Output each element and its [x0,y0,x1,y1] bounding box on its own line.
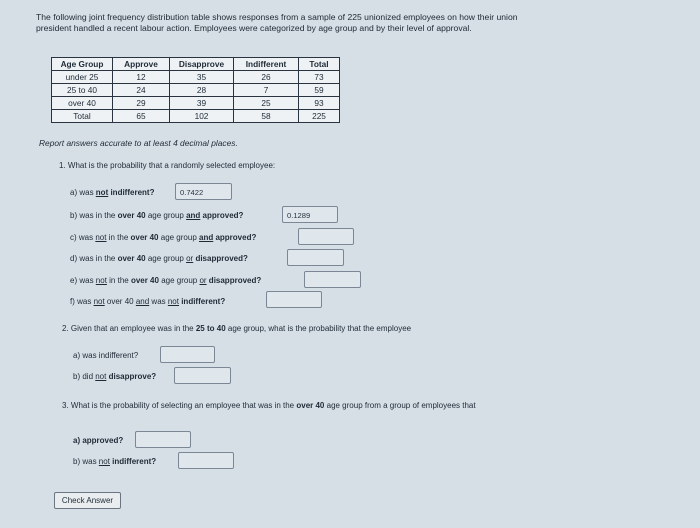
table-header-row [52,58,340,71]
col-header: Total [299,58,340,71]
q1b-text: approved? [200,211,244,220]
q1d-group: over 40 [117,254,146,263]
table-cell: 7 [234,84,299,97]
table-row [52,84,340,97]
q1e-answer-field[interactable] [304,271,361,288]
q1e-text: disapproved? [206,276,262,285]
q1e-conj: or [199,276,207,285]
q3b-answer-field[interactable] [178,452,234,469]
table-cell: 39 [170,97,234,110]
q2b-text: b) did [73,372,96,381]
table-cell: 24 [113,84,170,97]
q1e-text: e) was [70,276,96,285]
table-cell: 29 [113,97,170,110]
table-cell: 12 [113,71,170,84]
q2a-prompt: a) was indifferent? [73,351,139,360]
q3-stem [62,401,512,411]
table-cell: 73 [299,71,340,84]
q1d-text: d) was in the [70,254,118,263]
table-cell: 26 [234,71,299,84]
q1c-answer-field[interactable] [298,228,354,245]
q1b-conj: and [186,211,201,220]
q3b-prompt [73,457,156,466]
q3b-text: indifferent? [109,457,157,466]
q1f-neg2: not [167,297,179,306]
table-cell: 58 [234,110,299,123]
problem-intro: The following joint frequency distribution table shows responses from a sample of 225 unionized employees on how their union president handled a recent labour action. Employees were categorized by age group and by their level of approval. [36,12,518,34]
q1c-text: approved? [213,233,257,242]
col-header: Disapprove [170,58,234,71]
table-cell: under 25 [52,71,113,84]
q1e-text: age group [158,276,200,285]
q1e-neg: not [95,276,107,285]
check-answer-button[interactable]: Check Answer [54,492,121,509]
table-cell: 25 to 40 [52,84,113,97]
q2-stem [62,324,411,333]
table-cell: 102 [170,110,234,123]
q2b-prompt [73,372,156,381]
q1f-text: over 40 [104,297,136,306]
q1b-text: b) was in the [70,211,118,220]
q1d-text: disapproved? [193,254,248,263]
table-cell: over 40 [52,97,113,110]
q1a-text: indifferent? [108,188,155,197]
q1a-text: a) was [70,188,96,197]
table-cell: 25 [234,97,299,110]
table-row [52,71,340,84]
q1a-neg: not [95,188,109,197]
q1f-conj: and [135,297,150,306]
q1d-conj: or [186,254,194,263]
q2a-answer-field[interactable] [160,346,215,363]
q1f-answer-field[interactable] [266,291,322,308]
q1a-answer-field[interactable]: 0.7422 [175,183,232,200]
table-cell: 59 [299,84,340,97]
col-header: Approve [113,58,170,71]
q2-group: 25 to 40 [195,324,226,333]
q1-stem: 1. What is the probability that a randomly selected employee: [59,161,276,170]
q1c-text: in the [106,233,131,242]
q2b-answer-field[interactable] [174,367,231,384]
accuracy-note: Report answers accurate to at least 4 decimal places. [39,138,238,148]
table-cell: 65 [113,110,170,123]
q3-group: over 40 [296,401,325,410]
table-row [52,110,340,123]
q1b-text: age group [145,211,187,220]
col-header: Age Group [52,58,113,71]
q3b-neg: not [98,457,110,466]
table-row [52,97,340,110]
q1c-group: over 40 [130,233,159,242]
table-cell: 28 [170,84,234,97]
q1f-text: indifferent? [178,297,226,306]
q1f-text: was [149,297,168,306]
q1f-text: f) was [70,297,94,306]
q1c-text: age group [158,233,199,242]
q1d-text: age group [145,254,187,263]
q1d-prompt [70,254,248,263]
q3b-text: b) was [73,457,99,466]
q1e-prompt [70,276,261,285]
q1b-prompt [70,211,243,220]
q1e-text: in the [106,276,131,285]
q3a-answer-field[interactable] [135,431,191,448]
q3-stem-text: age group from a group of employees that [324,401,476,410]
q1c-conj: and [199,233,214,242]
q1b-group: over 40 [117,211,146,220]
q1c-prompt [70,233,256,242]
table-cell: 35 [170,71,234,84]
q1f-neg: not [93,297,105,306]
table-cell: 93 [299,97,340,110]
q2b-neg: not [95,372,107,381]
q2-stem-text: age group, what is the probability that the employee [225,324,412,333]
table-cell: 225 [299,110,340,123]
q1e-group: over 40 [130,276,159,285]
q3-stem-text: 3. What is the probability of selecting an employee that was in the [62,401,297,410]
q1d-answer-field[interactable] [287,249,344,266]
q2-stem-text: 2. Given that an employee was in the [62,324,196,333]
col-header: Indifferent [234,58,299,71]
q1a-prompt [70,188,154,197]
q2b-text: disapprove? [106,372,157,381]
q1c-text: c) was [70,233,96,242]
q3a-prompt [73,436,123,445]
q1c-neg: not [95,233,107,242]
frequency-table [51,57,340,123]
q1f-prompt [70,297,225,306]
q3a-text: a) approved? [73,436,124,445]
q1b-answer-field[interactable]: 0.1289 [282,206,338,223]
table-cell: Total [52,110,113,123]
